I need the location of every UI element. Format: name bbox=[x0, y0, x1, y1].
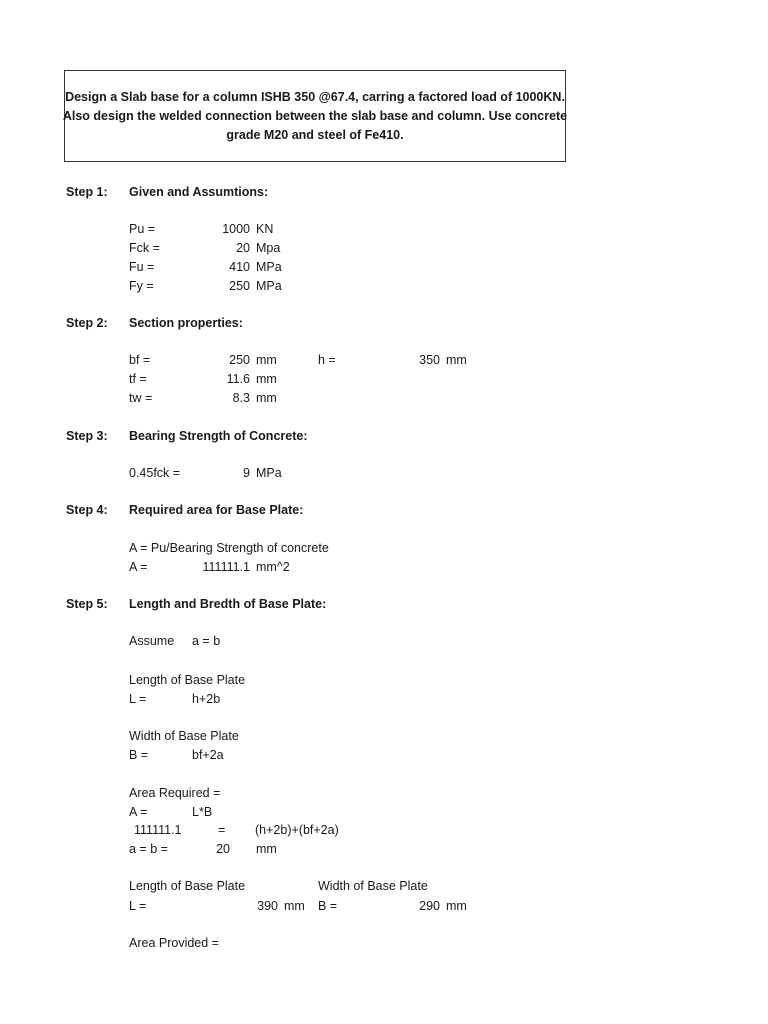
width-result-unit: mm bbox=[446, 899, 467, 913]
bf-unit: mm bbox=[256, 353, 277, 367]
step-3-title: Bearing Strength of Concrete: bbox=[129, 429, 308, 443]
length-result-value: 390 bbox=[257, 899, 278, 913]
width-result-heading: Width of Base Plate bbox=[318, 879, 428, 893]
ab-value: 20 bbox=[216, 842, 230, 856]
width-result-value: 290 bbox=[419, 899, 440, 913]
bearing-label: 0.45fck = bbox=[129, 466, 181, 480]
step-5-title: Length and Bredth of Base Plate: bbox=[129, 597, 327, 611]
problem-line-2: Also design the welded connection between the slab base and column. Use concrete bbox=[62, 108, 568, 123]
fy-unit: MPa bbox=[256, 279, 282, 293]
tf-value: 11.6 bbox=[226, 372, 250, 386]
bearing-unit: MPa bbox=[256, 466, 282, 480]
fu-label: Fu = bbox=[129, 260, 155, 274]
area-label: A = bbox=[129, 560, 148, 574]
fy-value: 250 bbox=[229, 279, 250, 293]
area-required-label: A = bbox=[129, 805, 148, 819]
fck-unit: Mpa bbox=[256, 241, 281, 255]
step-3-number: Step 3: bbox=[66, 429, 108, 443]
length-result-heading: Length of Base Plate bbox=[129, 879, 246, 893]
tw-label: tw = bbox=[129, 391, 153, 405]
width-label: B = bbox=[129, 748, 149, 762]
tf-label: tf = bbox=[129, 372, 147, 386]
h-value: 350 bbox=[419, 353, 440, 367]
h-label: h = bbox=[318, 353, 336, 367]
length-heading: Length of Base Plate bbox=[129, 673, 246, 687]
length-result-unit bbox=[256, 898, 305, 914]
fck-value: 20 bbox=[236, 241, 250, 255]
problem-line-1: Design a Slab base for a column ISHB 350 @67.4, carring a factored load of 1000KN. bbox=[65, 89, 565, 104]
length-result-label: L = bbox=[129, 899, 147, 913]
fu-value: 410 bbox=[229, 260, 250, 274]
assume-label: Assume bbox=[129, 634, 175, 648]
step-1-title: Given and Assumtions: bbox=[129, 185, 269, 199]
tw-unit: mm bbox=[256, 391, 277, 405]
step-2-title: Section properties: bbox=[129, 316, 243, 330]
step-5-number: Step 5: bbox=[66, 597, 108, 611]
pu-unit: KN bbox=[256, 222, 274, 236]
bf-value: 250 bbox=[229, 353, 250, 367]
step-2-number: Step 2: bbox=[66, 316, 108, 330]
fck-label: Fck = bbox=[129, 241, 160, 255]
area-formula: A = Pu/Bearing Strength of concrete bbox=[129, 541, 329, 555]
fu-unit: MPa bbox=[256, 260, 282, 274]
problem-line-3: grade M20 and steel of Fe410. bbox=[226, 127, 404, 142]
equation-sign: = bbox=[218, 823, 226, 837]
pu-label: Pu = bbox=[129, 222, 156, 236]
h-unit: mm bbox=[446, 353, 467, 367]
length-expr: h+2b bbox=[192, 692, 221, 706]
area-provided-heading: Area Provided = bbox=[129, 936, 219, 950]
width-heading: Width of Base Plate bbox=[129, 729, 239, 743]
step-4-title: Required area for Base Plate: bbox=[129, 503, 304, 517]
length-result-unit-text: mm bbox=[284, 899, 305, 913]
area-required-heading: Area Required = bbox=[129, 786, 221, 800]
area-value: 111111.1 bbox=[202, 560, 250, 574]
fy-label: Fy = bbox=[129, 279, 154, 293]
width-result-label: B = bbox=[318, 899, 338, 913]
area-required-expr: L*B bbox=[192, 805, 213, 819]
length-label: L = bbox=[129, 692, 147, 706]
bearing-value: 9 bbox=[243, 466, 250, 480]
assume-value: a = b bbox=[192, 634, 221, 648]
equation-expr: (h+2b)+(bf+2a) bbox=[255, 823, 339, 837]
pu-value: 1000 bbox=[222, 222, 250, 236]
area-unit: mm^2 bbox=[256, 560, 290, 574]
width-expr: bf+2a bbox=[192, 748, 224, 762]
equation-value: 111111.1 bbox=[134, 823, 182, 837]
ab-label: a = b = bbox=[129, 842, 168, 856]
ab-unit: mm bbox=[256, 842, 277, 856]
step-4-number: Step 4: bbox=[66, 503, 108, 517]
tf-unit: mm bbox=[256, 372, 277, 386]
step-1-number: Step 1: bbox=[66, 185, 108, 199]
bf-label: bf = bbox=[129, 353, 151, 367]
tw-value: 8.3 bbox=[232, 391, 250, 405]
problem-statement-box bbox=[64, 70, 566, 162]
